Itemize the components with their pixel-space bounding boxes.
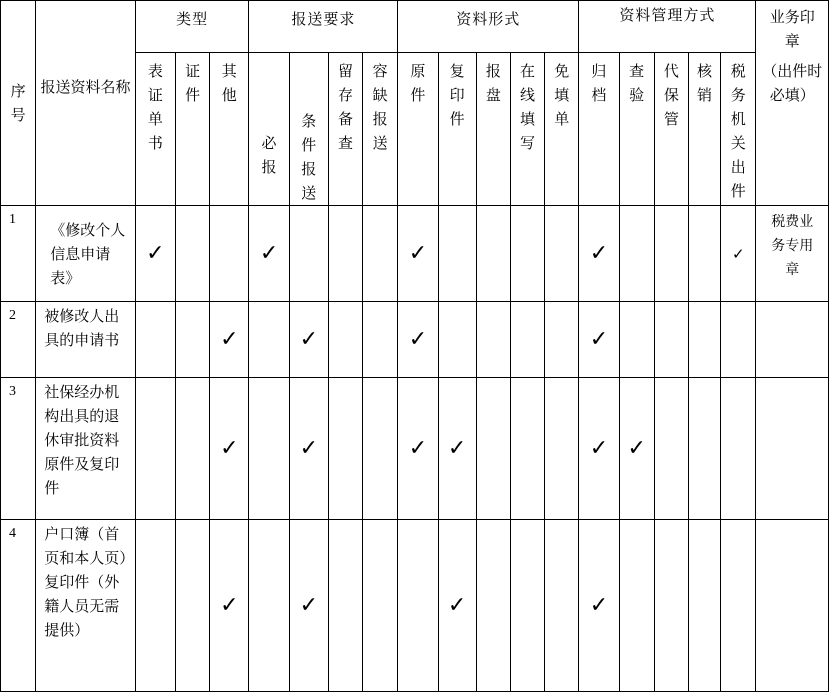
col-header-conditional: 条件报送 — [289, 53, 328, 206]
cell-tax-issue — [721, 378, 756, 520]
cell-tolerant — [363, 302, 398, 378]
cell-custody — [654, 520, 688, 692]
cell-form-doc — [135, 302, 175, 378]
cell-conditional — [289, 520, 328, 692]
type-group-header: 类型 — [135, 1, 249, 53]
row-index: 3 — [1, 378, 36, 520]
cell-online — [510, 378, 544, 520]
stamp-cell — [756, 302, 829, 378]
col-header-form-doc: 表证单书 — [135, 53, 175, 206]
cell-online — [510, 302, 544, 378]
cell-required — [249, 520, 289, 692]
cell-archive — [579, 302, 619, 378]
material-name — [36, 206, 136, 302]
cell-conditional — [289, 302, 328, 378]
check-mark-icon: ✓ — [627, 435, 646, 461]
check-mark-icon: ✓ — [447, 435, 467, 461]
col-header-no-form: 免填单 — [545, 53, 579, 206]
material-name — [36, 520, 136, 692]
check-mark-icon: ✓ — [589, 592, 609, 618]
material-name-text: 被修改人出具的申请书 — [44, 307, 120, 349]
cell-archive — [579, 520, 619, 692]
cell-writeoff — [688, 520, 720, 692]
cell-certificate — [176, 206, 210, 302]
management-group-header: 资料管理方式 — [579, 1, 756, 53]
col-header-custody: 代保管 — [654, 53, 688, 206]
cell-disk — [476, 302, 510, 378]
check-mark-icon: ✓ — [299, 326, 318, 352]
cell-other — [210, 206, 249, 302]
cell-form-doc — [135, 206, 175, 302]
check-mark-icon: ✓ — [408, 240, 428, 266]
check-mark-icon: ✓ — [220, 326, 239, 352]
row-index: 4 — [1, 520, 36, 692]
cell-certificate — [176, 302, 210, 378]
cell-tax-issue — [721, 302, 756, 378]
col-header-retain: 留存备查 — [328, 53, 362, 206]
stamp-cell — [756, 520, 829, 692]
col-header-online: 在线填写 — [510, 53, 544, 206]
cell-copy — [438, 302, 476, 378]
cell-original — [398, 378, 438, 520]
cell-writeoff — [688, 206, 720, 302]
cell-required — [249, 302, 289, 378]
check-mark-icon: ✓ — [146, 240, 165, 266]
cell-other — [210, 302, 249, 378]
cell-tolerant — [363, 206, 398, 302]
cell-retain — [328, 520, 362, 692]
cell-copy — [438, 206, 476, 302]
col-header-writeoff: 核销 — [688, 53, 720, 206]
check-mark-icon: ✓ — [299, 592, 318, 618]
cell-certificate — [176, 520, 210, 692]
col-header-tolerant: 容缺报送 — [363, 53, 398, 206]
cell-custody — [654, 206, 688, 302]
stamp-cell — [756, 378, 829, 520]
cell-other — [210, 520, 249, 692]
material-rows — [1, 206, 829, 692]
requirement-group-header: 报送要求 — [249, 1, 398, 53]
col-header-verify: 查验 — [619, 53, 654, 206]
cell-custody — [654, 378, 688, 520]
stamp-header — [756, 1, 829, 206]
stamp-text: 税费业务专用章 — [771, 214, 814, 278]
col-header-disk: 报盘 — [476, 53, 510, 206]
cell-original — [398, 206, 438, 302]
cell-form-doc — [135, 520, 175, 692]
check-mark-icon: ✓ — [220, 592, 239, 618]
check-mark-icon: ✓ — [299, 435, 318, 461]
material-name-header: 报送资料名称 — [36, 1, 136, 206]
col-header-certificate: 证件 — [176, 53, 210, 206]
cell-retain — [328, 206, 362, 302]
cell-custody — [654, 302, 688, 378]
cell-original — [398, 520, 438, 692]
cell-no-form — [545, 302, 579, 378]
cell-archive — [579, 378, 619, 520]
check-mark-icon: ✓ — [447, 592, 467, 618]
material-name — [36, 302, 136, 378]
cell-tolerant — [363, 520, 398, 692]
stamp-cell — [756, 206, 829, 302]
header-row-groups — [1, 1, 829, 53]
table-row — [1, 302, 829, 378]
material-name-text: 户口簿（首页和本人页）复印件（外籍人员无需提供） — [44, 525, 127, 639]
table-row — [1, 378, 829, 520]
check-mark-icon: ✓ — [731, 244, 745, 263]
col-header-archive: 归档 — [579, 53, 619, 206]
cell-writeoff — [688, 378, 720, 520]
cell-tax-issue — [721, 206, 756, 302]
cell-tax-issue — [721, 520, 756, 692]
row-index: 2 — [1, 302, 36, 378]
cell-original — [398, 302, 438, 378]
check-mark-icon: ✓ — [589, 240, 609, 266]
col-header-copy: 复印件 — [438, 53, 476, 206]
cell-archive — [579, 206, 619, 302]
row-index: 1 — [1, 206, 36, 302]
cell-verify — [619, 302, 654, 378]
cell-tolerant — [363, 378, 398, 520]
col-header-tax-issue: 税务机关出件 — [721, 53, 756, 206]
cell-form-doc — [135, 378, 175, 520]
check-mark-icon: ✓ — [259, 240, 279, 266]
cell-required — [249, 206, 289, 302]
material-name-text: 《修改个人信息申请表》 — [50, 221, 126, 287]
table-row — [1, 206, 829, 302]
check-mark-icon: ✓ — [589, 435, 609, 461]
cell-online — [510, 520, 544, 692]
cell-verify — [619, 378, 654, 520]
cell-disk — [476, 206, 510, 302]
cell-required — [249, 378, 289, 520]
cell-other — [210, 378, 249, 520]
cell-verify — [619, 206, 654, 302]
cell-no-form — [545, 206, 579, 302]
material-name — [36, 378, 136, 520]
cell-certificate — [176, 378, 210, 520]
cell-no-form — [545, 378, 579, 520]
index-header: 序号 — [1, 1, 36, 206]
cell-verify — [619, 520, 654, 692]
col-header-required: 必报 — [249, 53, 289, 206]
cell-copy — [438, 378, 476, 520]
col-header-other: 其他 — [210, 53, 249, 206]
material-name-text: 社保经办机构出具的退休审批资料原件及复印件 — [44, 383, 120, 497]
stamp-header-title: 业务印章 — [769, 8, 815, 50]
cell-conditional — [289, 206, 328, 302]
cell-retain — [328, 302, 362, 378]
cell-disk — [476, 520, 510, 692]
stamp-header-note: （出件时必填） — [762, 62, 823, 104]
cell-conditional — [289, 378, 328, 520]
check-mark-icon: ✓ — [408, 326, 428, 352]
table-row — [1, 520, 829, 692]
check-mark-icon: ✓ — [220, 435, 239, 461]
check-mark-icon: ✓ — [408, 435, 428, 461]
cell-writeoff — [688, 302, 720, 378]
check-mark-icon: ✓ — [589, 326, 609, 352]
cell-no-form — [545, 520, 579, 692]
cell-copy — [438, 520, 476, 692]
form-group-header: 资料形式 — [398, 1, 579, 53]
cell-disk — [476, 378, 510, 520]
cell-online — [510, 206, 544, 302]
col-header-original: 原件 — [398, 53, 438, 206]
cell-retain — [328, 378, 362, 520]
